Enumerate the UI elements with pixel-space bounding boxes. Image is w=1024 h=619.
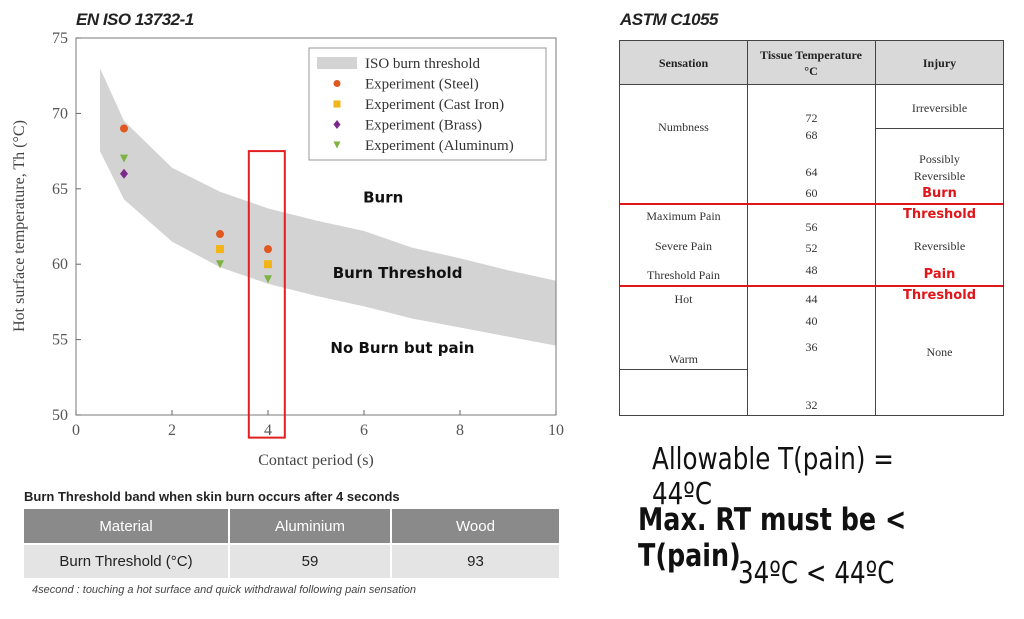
data-point-circle [120, 124, 128, 132]
y-tick-label: 65 [52, 180, 68, 198]
temp-36: 36 [805, 340, 818, 354]
temp-48: 48 [805, 263, 818, 277]
astm-title: ASTM C1055 [620, 10, 718, 29]
legend-label: Experiment (Brass) [365, 117, 483, 134]
burn-table-row [24, 543, 559, 578]
injury-reversible-possibly: Reversible [913, 169, 966, 183]
injury-possibly: Possibly [919, 152, 960, 166]
header-injury: Injury [876, 56, 1003, 71]
aluminium-value: 59 [230, 545, 392, 578]
temp-32: 32 [805, 398, 818, 412]
header-aluminium: Aluminium [230, 509, 392, 543]
x-tick-label: 8 [456, 422, 464, 439]
x-tick-label: 10 [548, 422, 564, 439]
header-wood: Wood [392, 509, 559, 543]
injury-reversible: Reversible [913, 239, 966, 253]
temp-68: 68 [805, 128, 818, 142]
header-tissue-temp: Tissue Temperature °C [756, 47, 866, 79]
sensation-maximum-pain: Maximum Pain [646, 209, 721, 223]
pain-label: Pain [923, 267, 956, 282]
pain-threshold-line [620, 285, 1003, 287]
legend-label: Experiment (Steel) [365, 76, 479, 93]
chart-annotation: Burn [363, 188, 404, 207]
x-axis-label: Contact period (s) [258, 452, 374, 469]
burn-threshold-label: Threshold [902, 207, 977, 222]
burn-threshold-line [620, 203, 1003, 205]
x-tick-label: 0 [72, 422, 80, 439]
burn-table-title: Burn Threshold band when skin burn occurs after 4 seconds [24, 489, 400, 504]
x-tick-label: 2 [168, 422, 176, 439]
legend-marker-square [334, 101, 341, 108]
wood-value: 93 [392, 545, 559, 578]
y-tick-label: 55 [52, 331, 68, 349]
burn-table-note: 4second : touching a hot surface and quick withdrawal following pain sensation [32, 584, 417, 596]
astm-table [619, 40, 1004, 416]
pain-threshold-label: Threshold [902, 288, 977, 303]
data-point-circle [264, 245, 272, 253]
legend-marker-circle [334, 80, 341, 87]
data-point-circle [216, 230, 224, 238]
row-divider [876, 128, 1003, 129]
data-point-square [264, 260, 272, 268]
burn-table-header-row [24, 509, 559, 543]
x-tick-label: 6 [360, 422, 368, 439]
chart-title: EN ISO 13732-1 [76, 10, 194, 29]
header-sensation: Sensation [620, 56, 747, 71]
y-tick-label: 60 [52, 256, 68, 274]
sensation-warm: Warm [668, 352, 699, 366]
x-tick-label: 4 [264, 422, 272, 439]
injury-none: None [926, 345, 953, 359]
temp-52: 52 [805, 241, 818, 255]
temp-40: 40 [805, 314, 818, 328]
row-divider [620, 369, 747, 370]
temp-60: 60 [805, 186, 818, 200]
burn-table [24, 509, 559, 578]
chart-annotation: No Burn but pain [330, 339, 475, 358]
data-point-square [216, 245, 224, 253]
burn-threshold-chart [0, 28, 600, 478]
sensation-numbness: Numbness [658, 120, 709, 134]
y-tick-label: 50 [52, 407, 68, 424]
injury-irreversible: Irreversible [911, 101, 968, 115]
y-tick-label: 70 [52, 105, 68, 123]
y-tick-label: 75 [52, 30, 68, 47]
allowable-pain-text: Allowable T(pain) = 44ºC [652, 442, 894, 512]
legend-swatch [317, 57, 357, 69]
header-material: Material [24, 509, 230, 543]
burn-label: Burn [922, 186, 957, 201]
temp-44: 44 [805, 292, 818, 306]
legend-label: Experiment (Aluminum) [365, 138, 514, 154]
legend-label: Experiment (Cast Iron) [365, 97, 505, 113]
temp-64: 64 [805, 165, 818, 179]
legend-label: ISO burn threshold [365, 56, 480, 72]
temp-72: 72 [805, 111, 818, 125]
max-rt-text: Max. RT must be < T(pain) [638, 502, 907, 574]
chart-annotation: Burn Threshold [332, 263, 463, 282]
row-label: Burn Threshold (°C) [24, 545, 230, 578]
highlight-box [249, 151, 285, 438]
sensation-hot: Hot [674, 292, 693, 306]
temp-56: 56 [805, 220, 818, 234]
y-axis-label: Hot surface temperature, Th (°C) [11, 120, 28, 332]
sensation-severe-pain: Severe Pain [655, 239, 712, 253]
sensation-threshold-pain: Threshold Pain [647, 268, 720, 282]
comparison-text: 34ºC < 44ºC [738, 556, 895, 591]
